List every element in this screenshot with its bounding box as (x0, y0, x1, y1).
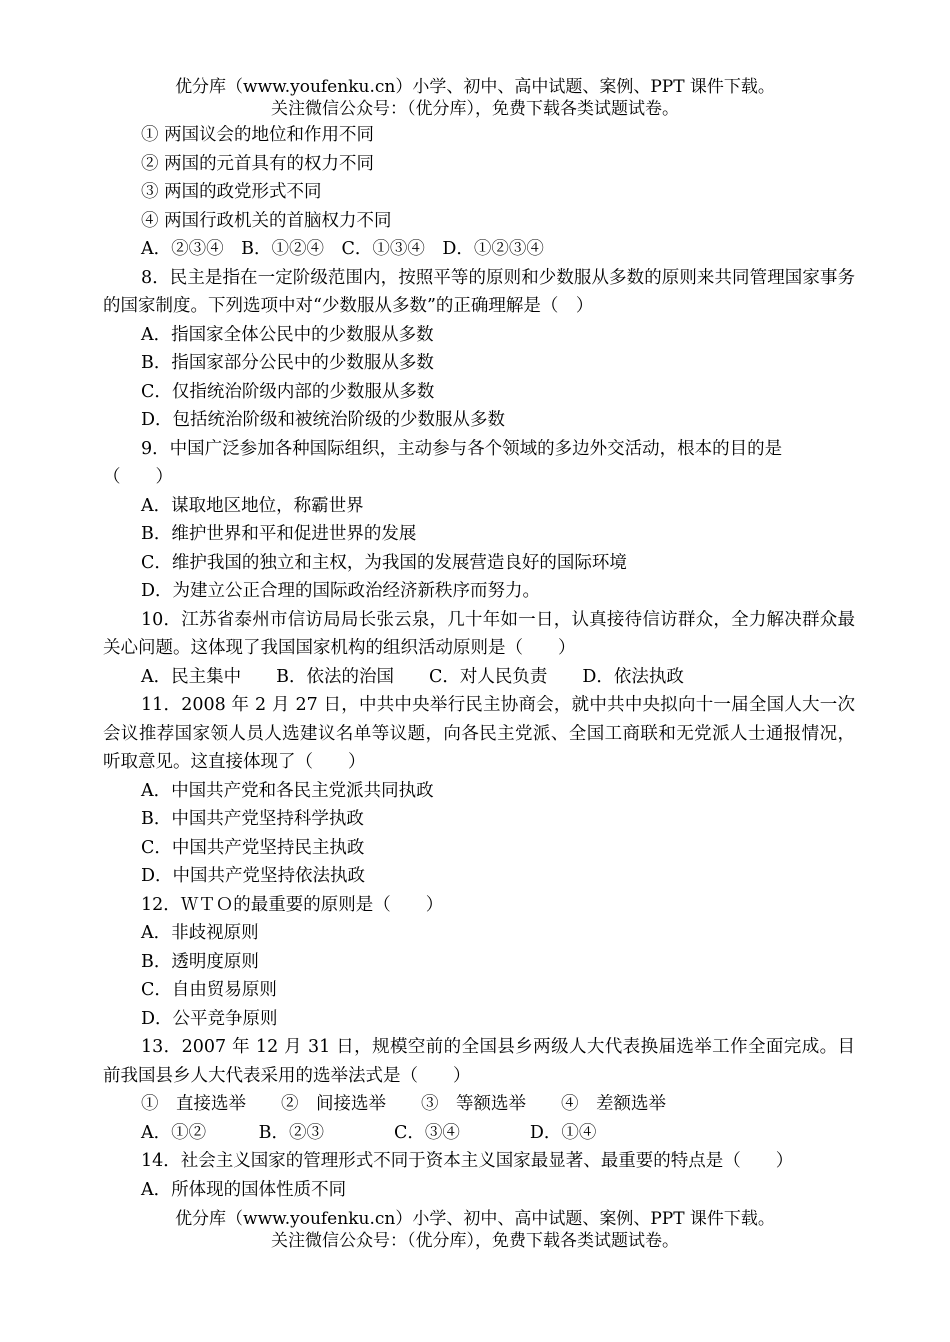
q13-items: ① 直接选举 ② 间接选举 ③ 等额选举 ④ 差额选举 (141, 1094, 666, 1114)
q8-option-d: D．包括统治阶级和被统治阶级的少数服从多数 (141, 410, 506, 430)
q13-options: A．①② B．②③ C．③④ D．①④ (141, 1122, 597, 1143)
header-line-2: 关注微信公众号：（优分库），免费下载各类试题试卷。 (271, 99, 679, 119)
q14-stem: 14．社会主义国家的管理形式不同于资本主义国家最显著、最重要的特点是（ ） (141, 1151, 794, 1171)
footer-line-1: 优分库（www.youfenku.cn）小学、初中、高中试题、案例、PPT 课件下载。 (175, 1209, 775, 1229)
q8-stem: 8．民主是指在一定阶级范围内，按照平等的原则和少数服从多数的原则来共同管理国家事务的国家制度。下列选项中对“少数服从多数”的正确理解是（ ） (103, 267, 855, 316)
q11-stem: 11．2008 年 2 月 27 日，中共中央举行民主协商会，就中共中央拟向十一届全国人大一次会议推荐国家领人员人选建议名单等议题，向各民主党派、全国工商联和无党派人士通报情况，听取意见。这直接体现了（ ） (103, 695, 855, 772)
page-header (0, 76, 950, 120)
q9-answer-blank: （ ） (103, 467, 173, 487)
q12-stem: 12．ＷＴＯ的最重要的原则是（ ） (141, 894, 444, 915)
page-footer (0, 1208, 950, 1252)
exam-content (103, 121, 855, 1204)
q11-option-d: D．中国共产党坚持依法执政 (141, 866, 366, 886)
q14-option-a: A．所体现的国体性质不同 (141, 1179, 347, 1200)
footer-line-2: 关注微信公众号：（优分库），免费下载各类试题试卷。 (271, 1231, 679, 1251)
q13-stem: 13．2007 年 12 月 31 日，规模空前的全国县乡两级人大代表换届选举工作全面完成。目前我国县乡人大代表采用的选举法式是（ ） (103, 1037, 855, 1086)
q11-option-c: C．中国共产党坚持民主执政 (141, 837, 365, 858)
q7-item-3: ③ 两国的政党形式不同 (141, 182, 322, 202)
q10-stem: 10．江苏省泰州市信访局局长张云泉，几十年如一日，认真接待信访群众，全力解决群众最关心问题。这体现了我国国家机构的组织活动原则是（ ） (103, 609, 855, 658)
q8-option-c: C．仅指统治阶级内部的少数服从多数 (141, 381, 435, 402)
q9-option-a: A．谋取地区地位，称霸世界 (141, 495, 364, 516)
q7-options: A．②③④ B．①②④ C．①③④ D．①②③④ (141, 239, 544, 259)
q9-stem: 9．中国广泛参加各种国际组织，主动参与各个领域的多边外交活动，根本的目的是 (141, 438, 783, 459)
q12-option-d: D．公平竞争原则 (141, 1008, 278, 1029)
q11-option-a: A．中国共产党和各民主党派共同执政 (141, 780, 434, 801)
q9-option-d: D．为建立公正合理的国际政治经济新秩序而努力。 (141, 581, 541, 601)
q8-option-b: B．指国家部分公民中的少数服从多数 (141, 353, 434, 373)
q12-option-b: B．透明度原则 (141, 951, 259, 972)
q10-options: A．民主集中 B．依法的治国 C．对人民负责 D．依法执政 (141, 666, 684, 687)
q8-option-a: A．指国家全体公民中的少数服从多数 (141, 324, 434, 345)
q12-option-a: A．非歧视原则 (141, 923, 259, 943)
q11-option-b: B．中国共产党坚持科学执政 (141, 809, 364, 829)
q7-item-1: ① 两国议会的地位和作用不同 (141, 125, 375, 145)
q9-option-b: B．维护世界和平和促进世界的发展 (141, 524, 417, 544)
q7-item-4: ④ 两国行政机关的首脑权力不同 (141, 210, 392, 231)
q9-option-c: C．维护我国的独立和主权，为我国的发展营造良好的国际环境 (141, 552, 627, 573)
q12-option-c: C．自由贸易原则 (141, 980, 277, 1000)
header-line-1: 优分库（www.youfenku.cn）小学、初中、高中试题、案例、PPT 课件下载。 (175, 77, 775, 97)
q7-item-2: ② 两国的元首具有的权力不同 (141, 153, 375, 174)
